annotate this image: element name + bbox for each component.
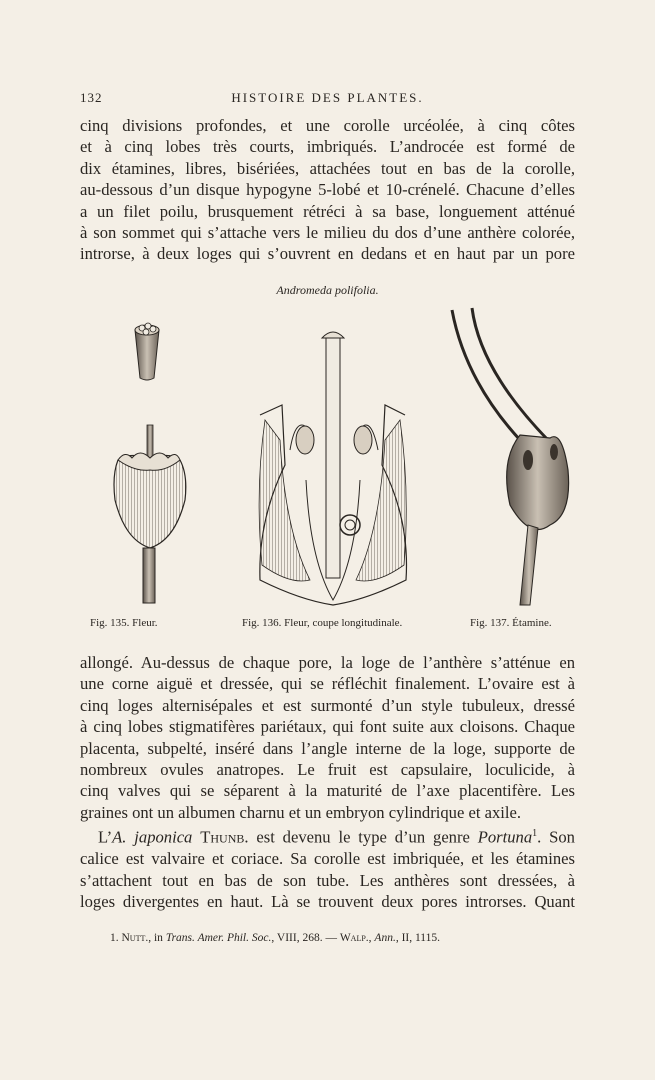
text-line: loges divergentes en haut. Là se trouvent deux pores introrses. Quant <box>80 892 575 911</box>
figure-title: Andromeda polifolia. <box>276 283 379 297</box>
text-fragment: , <box>368 932 375 944</box>
footnote-author: Nutt. <box>121 932 149 944</box>
species-name: A. japonica <box>112 827 193 847</box>
footnote-line <box>80 932 575 944</box>
text-fragment: , in <box>148 932 166 944</box>
text-line: graines ont un albumen charnu et un embryon cylindrique et axile. <box>80 802 521 822</box>
text-fragment: , VIII, 268. — <box>271 932 340 944</box>
text-line: cinq divisions profondes, et une corolle urcéolée, à cinq côtes <box>80 116 575 135</box>
text-line: cinq loges alternisépales et est surmonté d’un style tubuleux, dressé <box>80 695 575 715</box>
botanical-figures <box>80 300 580 610</box>
footnote-journal: Trans. Amer. Phil. Soc. <box>165 932 272 944</box>
text-line: une corne aiguë et dressée, qui se réfléchit finalement. L’ovaire est à <box>80 674 575 694</box>
text-line: nombreux ovules anatropes. Le fruit est capsulaire, loculicide, à <box>80 760 575 780</box>
text-line: à son sommet qui s’attache vers le milieu du dos d’une anthère colorée, <box>80 223 575 243</box>
text-line: a un filet poilu, brusquement rétréci à sa base, longuement atténué <box>80 201 575 221</box>
fig-136-section-drawing <box>259 332 406 605</box>
fig-135-caption: Fig. 135. Fleur. <box>90 617 158 629</box>
author-name: Thunb <box>200 827 245 847</box>
fig-135-flower-drawing <box>114 425 186 603</box>
text-line: à cinq lobes stigmatifères pariétaux, qui font suite aux cloisons. Chaque <box>80 717 575 737</box>
japonica-line <box>80 823 575 848</box>
footnote-number: 1. <box>110 932 119 944</box>
text-fragment: . est devenu le type d’un genre <box>244 827 478 847</box>
footnote-author: Walp. <box>339 932 369 944</box>
text-line: introrse, à deux loges qui s’ouvrent en dedans et en haut par un pore <box>80 244 575 264</box>
footnote <box>80 932 575 944</box>
fig-135-ovary-drawing <box>135 323 159 380</box>
text-line: cinq valves qui se séparent à la maturité de l’axe placentifère. Les <box>80 781 575 801</box>
text-line: placenta, subpelté, inséré dans l’angle interne de la loge, supporte de <box>80 738 575 758</box>
fig-136-caption: Fig. 136. Fleur, coupe longitudinale. <box>242 617 403 629</box>
page-number: 132 <box>80 90 103 105</box>
fig-137-stamen-drawing <box>452 308 569 605</box>
genus-name: Portuna <box>477 827 533 847</box>
top-paragraph <box>80 115 575 265</box>
fig-137-caption: Fig. 137. Étamine. <box>470 617 552 629</box>
text-fragment: L’ <box>98 827 113 847</box>
text-line: calice est valvaire et coriace. Sa corolle est imbriquée, et les étamines <box>80 849 575 869</box>
footnote-work: Ann. <box>374 932 396 944</box>
running-title: HISTOIRE DES PLANTES. <box>231 90 424 105</box>
text-line: allongé. Au-dessus de chaque pore, la loge de l’anthère s’atténue en <box>80 653 575 672</box>
footnote-reference[interactable]: 1 <box>532 828 538 840</box>
text-line: et à cinq lobes très courts, imbriqués. L’androcée est formé de <box>80 137 575 157</box>
text-line: s’attachent tout en bas de son tube. Les anthères sont dressées, à <box>80 870 575 890</box>
bottom-paragraph <box>80 652 575 912</box>
text-line: dix étamines, libres, bisériées, attachées tout en bas de la corolle, <box>80 158 575 178</box>
text-fragment: . Son <box>537 827 575 847</box>
text-line: au-dessous d’un disque hypogyne 5-lobé et 10-crénelé. Chacune d’elles <box>80 180 575 200</box>
text-fragment: , II, 1115. <box>395 932 441 944</box>
running-header <box>80 90 575 110</box>
